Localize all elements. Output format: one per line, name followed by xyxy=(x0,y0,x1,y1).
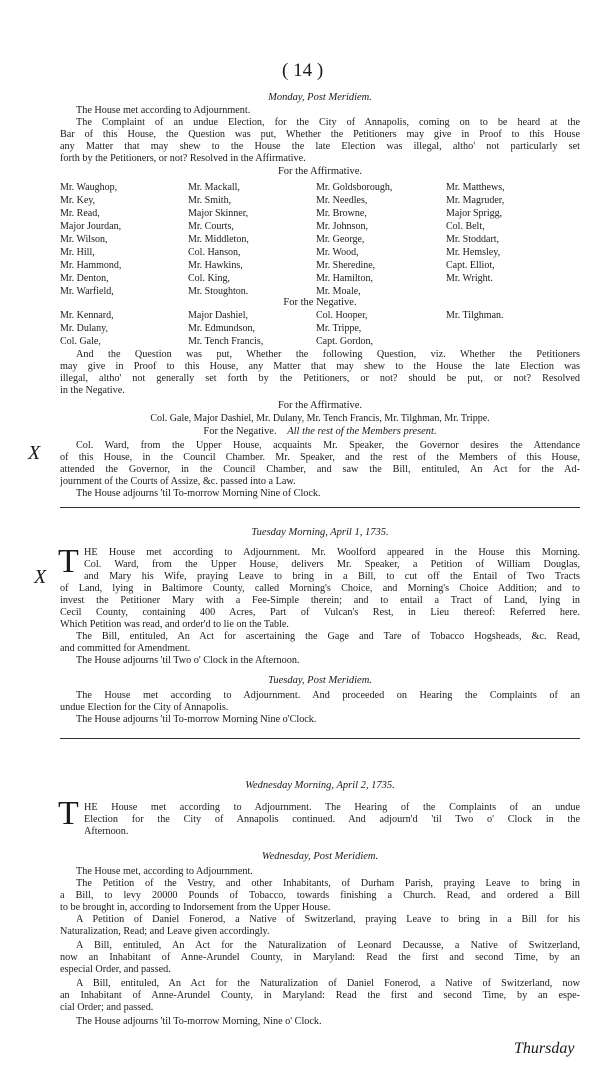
member-name: Mr. Warfield, xyxy=(60,286,114,297)
margin-x-mark: X xyxy=(34,566,47,588)
wednesday-pm-line: cial Order; and passed. xyxy=(60,1002,154,1013)
member-name: Mr. Moale, xyxy=(316,286,361,297)
wednesday-pm-line: now an Inhabitant of Anne-Arundel County, in Maryland: Read the first and second Time, by an xyxy=(60,952,580,963)
member-name: Mr. Hawkins, xyxy=(188,260,243,271)
monday-line: Bar of this House, the Question was put, Whether the Petitioners may give in Proof to this House xyxy=(60,129,580,140)
wednesday-pm-line: a Bill, to levy 20000 Pounds of Tobacco, towards finishing a Church. Read, and ordered a Bill xyxy=(60,890,580,901)
monday-pm-heading: Monday, Post Meridiem. xyxy=(268,92,372,103)
wednesday-pm-line: A Bill, entituled, An Act for the Naturalization of Daniel Fonerod, a Native of Switzerland, now xyxy=(76,978,580,989)
member-name: Col. King, xyxy=(188,273,230,284)
member-name: Mr. Browne, xyxy=(316,208,367,219)
member-name: Mr. Middleton, xyxy=(188,234,249,245)
monday-line: illegal, altho' not generally set forth by the Petitioners, or not? should be put, or not? Resolved xyxy=(60,373,580,384)
member-name: Mr. Mackall, xyxy=(188,182,240,193)
wednesday-pm-line: The Petition of the Vestry, and other Inhabitants, of Durham Parish, praying Leave to bring in xyxy=(76,878,580,889)
member-name: Col. Belt, xyxy=(446,221,485,232)
member-name: Mr. Smith, xyxy=(188,195,232,206)
member-name: Mr. Wood, xyxy=(316,247,359,258)
wednesday-pm-line: to be brought in, according to Indorsement from the Upper House. xyxy=(60,902,331,913)
tuesday-line: The Bill, entituled, An Act for ascertaining the Gage and Tare of Tobacco Hogsheads, &c. Read, xyxy=(76,631,580,642)
member-name: Mr. Goldsborough, xyxy=(316,182,393,193)
member-name: Mr. George, xyxy=(316,234,365,245)
member-name: Mr. Courts, xyxy=(188,221,234,232)
monday-line: Col. Ward, from the Upper House, acquaints Mr. Speaker, the Governor desires the Attendance xyxy=(76,440,580,451)
negative-line xyxy=(60,426,580,437)
member-name: Mr. Stoddart, xyxy=(446,234,500,245)
member-name: Mr. Kennard, xyxy=(60,310,114,321)
monday-line: in the Negative. xyxy=(60,385,125,396)
tuesday-line: Which Petition was read, and order'd to lie on the Table. xyxy=(60,619,289,630)
monday-line: of this House, in the Council Chamber. Mr. Speaker, and the rest of the Members of this House, xyxy=(60,452,580,463)
monday-line: may give in Proof to this House, any Matter that may shew to the House the late Election was xyxy=(60,361,580,372)
tuesday-pm-line: The House met according to Adjournment. And proceeded on Hearing the Complaints of an xyxy=(76,690,580,701)
tuesday-line: of Land, lying in Baltimore County, called Morning's Choice, and Morning's Choice Addition; and to xyxy=(60,583,580,594)
negative-heading: For the Negative. xyxy=(203,426,277,437)
negative-heading: For the Negative. xyxy=(283,297,357,308)
member-name: Col. Gale, xyxy=(60,336,101,347)
monday-line: The Complaint of an undue Election, for the City of Annapolis, coming on to be heard at the xyxy=(76,117,580,128)
tuesday-line: The House adjourns 'til Two o' Clock in the Afternoon. xyxy=(76,655,300,666)
affirmative-heading: For the Affirmative. xyxy=(277,400,363,411)
tuesday-line: Col. Ward, from the Upper House, delivers Mr. Speaker, a Petition of William Douglas, xyxy=(84,559,580,570)
wednesday-pm-line: A Bill, entituled, An Act for the Naturalization of Leonard Decausse, a Native of Switzerland, xyxy=(76,940,580,951)
affirmative-heading: For the Affirmative. xyxy=(277,166,363,177)
member-name: Major Skinner, xyxy=(188,208,249,219)
affirmative-vote-line: Col. Gale, Major Dashiel, Mr. Dulany, Mr. Tench Francis, Mr. Tilghman, Mr. Trippe. xyxy=(150,413,490,424)
member-name: Capt. Elliot, xyxy=(446,260,495,271)
member-name: Mr. Magruder, xyxy=(446,195,505,206)
wednesday-line: Afternoon. xyxy=(84,826,129,837)
member-name: Mr. Waughop, xyxy=(60,182,118,193)
margin-x-mark: X xyxy=(28,442,41,464)
tuesday-line: HE House met according to Adjournment. Mr. Woolford appeared in the House this Morning. xyxy=(84,547,580,558)
wednesday-pm-line: especial Order, and passed. xyxy=(60,964,171,975)
member-name: Mr. Denton, xyxy=(60,273,109,284)
wednesday-line: Election for the City of Annapolis continued. And adjourn'd 'til Two o' Clock in the xyxy=(84,814,580,825)
member-name: Mr. Matthews, xyxy=(446,182,505,193)
tuesday-line: and Mary his Wife, praying Leave to bring in a Bill, to cut off the Entail of Two Tracts xyxy=(84,571,580,582)
tuesday-line: Cecil County, containing 400 Acres, Part of Vulcan's Rest, in Lieu thereof: Referred here. xyxy=(60,607,580,618)
monday-line: And the Question was put, Whether the following Question, viz. Whether the Petitioners xyxy=(76,349,580,360)
member-name: Mr. Trippe, xyxy=(316,323,362,334)
tuesday-pm-line: The House adjourns 'til To-morrow Morning Nine o'Clock. xyxy=(76,714,317,725)
member-name: Mr. Tench Francis, xyxy=(188,336,264,347)
wednesday-pm-line: an Inhabitant of Anne-Arundel County, in Maryland: Read the first and second Time, by an espe- xyxy=(60,990,580,1001)
catchword: Thursday xyxy=(514,1040,575,1057)
page-number: ( 14 ) xyxy=(282,60,324,81)
member-name: Mr. Wright. xyxy=(446,273,493,284)
monday-line: forth by the Petitioners, or not? Resolved in the Affirmative. xyxy=(60,153,306,164)
wednesday-pm-line: The House met, according to Adjournment. xyxy=(76,866,253,877)
member-name: Mr. Dulany, xyxy=(60,323,108,334)
tuesday-heading: Tuesday Morning, April 1, 1735. xyxy=(251,527,389,538)
monday-line: journment of the Courts of Assize, &c. passed into a Law. xyxy=(60,476,296,487)
member-name: Mr. Key, xyxy=(60,195,96,206)
member-name: Mr. Sheredine, xyxy=(316,260,376,271)
negative-note: All the rest of the Members present. xyxy=(287,426,437,437)
member-name: Mr. Hill, xyxy=(60,247,95,258)
member-name: Mr. Hemsley, xyxy=(446,247,501,258)
member-name: Col. Hooper, xyxy=(316,310,368,321)
monday-line: The House adjourns 'til To-morrow Morning Nine of Clock. xyxy=(76,488,321,499)
drop-cap: T xyxy=(58,543,79,580)
section-divider xyxy=(60,738,580,739)
member-name: Capt. Gordon, xyxy=(316,336,373,347)
wednesday-line: HE House met according to Adjournment. The Hearing of the Complaints of an undue xyxy=(84,802,580,813)
member-name: Mr. Tilghman. xyxy=(446,310,504,321)
member-name: Mr. Needles, xyxy=(316,195,368,206)
tuesday-pm-line: undue Election for the City of Annapolis. xyxy=(60,702,229,713)
tuesday-line: invest the Petitioner Mary with a Fee-Simple therein; and to entail a Tract of Land, lying in xyxy=(60,595,580,606)
monday-line: attended the Governor, in the Council Chamber, and saw the Bill, entituled, An Act for the Ad- xyxy=(60,464,580,475)
monday-line: any Matter that may shew to the House the late Election was illegal, altho' not particularly set xyxy=(60,141,580,152)
member-name: Mr. Hammond, xyxy=(60,260,122,271)
member-name: Mr. Hamilton, xyxy=(316,273,373,284)
drop-cap: T xyxy=(58,795,79,832)
member-name: Col. Hanson, xyxy=(188,247,241,258)
member-name: Major Dashiel, xyxy=(188,310,248,321)
member-name: Major Sprigg, xyxy=(446,208,503,219)
member-name: Mr. Stoughton. xyxy=(188,286,249,297)
member-name: Mr. Read, xyxy=(60,208,100,219)
section-divider xyxy=(60,507,580,508)
wednesday-pm-heading: Wednesday, Post Meridiem. xyxy=(261,851,379,862)
wednesday-pm-line: A Petition of Daniel Fonerod, a Native of Switzerland, praying Leave to bring in a Bill for his xyxy=(76,914,580,925)
tuesday-pm-heading: Tuesday, Post Meridiem. xyxy=(268,675,372,686)
wednesday-pm-line: The House adjourns 'til To-morrow Morning, Nine o' Clock. xyxy=(76,1016,322,1027)
tuesday-line: and committed for Amendment. xyxy=(60,643,191,654)
member-name: Mr. Wilson, xyxy=(60,234,108,245)
member-name: Mr. Edmundson, xyxy=(188,323,255,334)
wednesday-heading: Wednesday Morning, April 2, 1735. xyxy=(245,780,395,791)
wednesday-pm-line: Naturalization, Read; and Leave given accordingly. xyxy=(60,926,270,937)
member-name: Major Jourdan, xyxy=(60,221,122,232)
monday-line: The House met according to Adjournment. xyxy=(76,105,251,116)
member-name: Mr. Johnson, xyxy=(316,221,368,232)
